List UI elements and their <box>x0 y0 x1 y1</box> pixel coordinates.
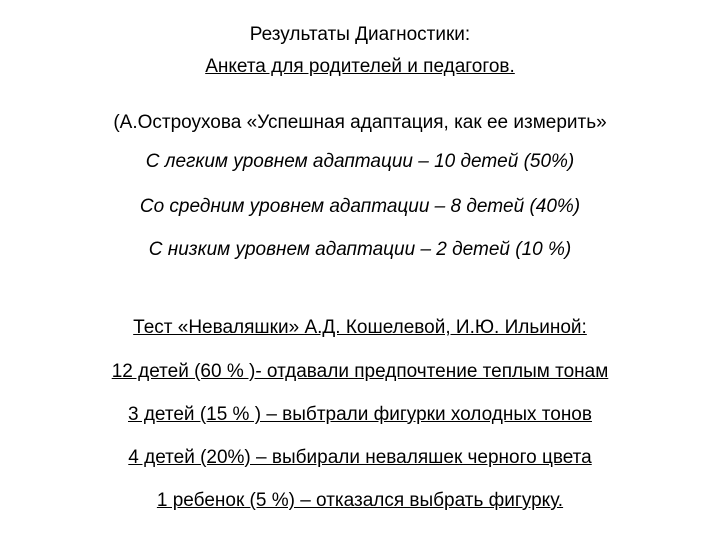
slide-subtitle: Анкета для родителей и педагогов. <box>205 56 515 77</box>
adaptation-level-easy: С легким уровнем адаптации – 10 детей (50%) <box>145 151 575 172</box>
adaptation-level-low: С низким уровнем адаптации – 2 детей (10 %) <box>148 239 572 260</box>
slide-title: Результаты Диагностики: <box>249 24 471 45</box>
test-result-cold: 3 детей (15 % ) – выбтрали фигурки холодных тонов <box>128 404 592 425</box>
test-result-warm: 12 детей (60 % )- отдавали предпочтение теплым тонам <box>111 361 609 382</box>
source-citation: (А.Остроухова «Успешная адаптация, как ее измерить» <box>113 112 607 133</box>
test-result-refused: 1 ребенок (5 %) – отказался выбрать фигурку. <box>156 490 564 511</box>
test-result-black: 4 детей (20%) – выбирали неваляшек черного цвета <box>128 447 592 468</box>
test-title: Тест «Неваляшки» А.Д. Кошелевой, И.Ю. Ильиной: <box>133 317 587 338</box>
adaptation-level-medium: Со средним уровнем адаптации – 8 детей (40%) <box>139 196 581 217</box>
